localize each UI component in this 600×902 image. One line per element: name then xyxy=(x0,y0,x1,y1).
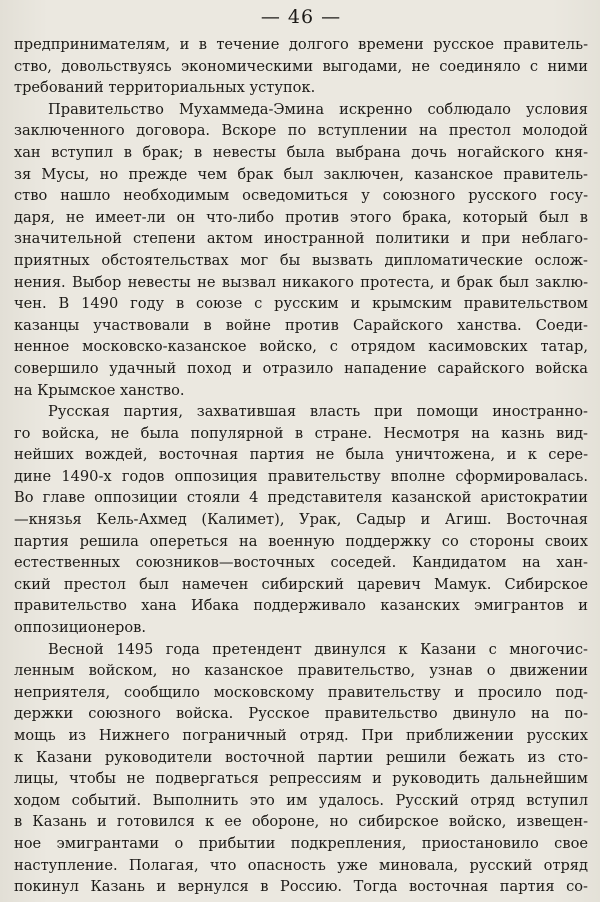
text-line: ненное московско-казанское войско, с отрядом касимовских татар, xyxy=(14,338,588,356)
text-line: дине 1490-х годов оппозиция правительству вполне сформировалась. xyxy=(14,467,588,485)
text-line: приятных обстоятельствах мог бы вызвать дипломатические ослож- xyxy=(14,251,588,269)
text-line: лицы, чтобы не подвергаться репрессиям и руководить дальнейшим xyxy=(14,770,588,788)
text-line: зя Мусы, но прежде чем брак был заключен, казанское правитель- xyxy=(14,165,588,183)
text-line: ходом событий. Выполнить это им удалось. Русский отряд вступил xyxy=(14,791,588,809)
text-line: требований территориальных уступок. xyxy=(14,79,316,97)
text-line: в Казань и готовился к ее обороне, но сибирское войско, извещен- xyxy=(14,813,588,831)
text-line: даря, не имеет-ли он что-либо против этого брака, который был в xyxy=(14,208,588,226)
text-line: ное эмигрантами о прибытии подкрепления, приостановило свое xyxy=(14,834,588,852)
text-line: партия решила опереться на военную поддержку со стороны своих xyxy=(14,532,588,550)
text-line: естественных союзников—восточных соседей. Кандидатом на хан- xyxy=(14,554,588,572)
text-line: заключенного договора. Вскоре по вступлении на престол молодой xyxy=(14,122,588,140)
text-line: неприятеля, сообщило московскому правительству и просило под- xyxy=(14,683,588,701)
text-line: чен. В 1490 году в союзе с русским и крымским правительством xyxy=(14,295,588,313)
text-line: значительной степени актом иностранной политики и при неблаго- xyxy=(14,230,588,248)
text-line: ский престол был намечен сибирский царевич Мамук. Сибирское xyxy=(14,575,588,593)
text-line: наступление. Полагая, что опасность уже миновала, русский отряд xyxy=(14,856,588,874)
text-line: покинул Казань и вернулся в Россию. Тогда восточная партия со- xyxy=(14,878,588,896)
text-line: нения. Выбор невесты не вызвал никакого протеста, и брак был заклю- xyxy=(14,273,588,291)
text-line: к Казани руководители восточной партии решили бежать из сто- xyxy=(14,748,588,766)
text-line: ленным войском, но казанское правительство, узнав о движении xyxy=(14,662,588,680)
page-number: — 46 — xyxy=(260,6,342,28)
text-line: совершило удачный поход и отразило нападение сарайского войска xyxy=(14,359,588,377)
text-line: казанцы участвовали в войне против Сарайского ханства. Соеди- xyxy=(14,316,588,334)
text-line: держки союзного войска. Русское правительство двинуло на по- xyxy=(14,705,588,723)
text-line: ство нашло необходимым осведомиться у союзного русского госу- xyxy=(14,187,588,205)
text-line: Русская партия, захватившая власть при помощи иностранно- xyxy=(48,403,588,421)
text-line: правительство хана Ибака поддерживало казанских эмигрантов и xyxy=(14,597,588,615)
text-line: ство, довольствуясь экономическими выгодами, не соединяло с ними xyxy=(14,57,588,75)
text-line: Весной 1495 года претендент двинулся к Казани с многочис- xyxy=(48,640,588,658)
text-line: го войска, не была популярной в стране. Несмотря на казнь вид- xyxy=(14,424,588,442)
text-body xyxy=(14,34,588,898)
text-line: —князья Кель-Ахмед (Калимет), Урак, Садыр и Агиш. Восточная xyxy=(14,511,588,529)
text-line: нейших вождей, восточная партия не была уничтожена, и к сере- xyxy=(14,446,588,464)
text-line: хан вступил в брак; в невесты была выбрана дочь ногайского кня- xyxy=(14,143,588,161)
text-line: предпринимателям, и в течение долгого времени русское правитель- xyxy=(14,36,588,53)
text-line: Правительство Мухаммеда-Эмина искренно соблюдало условия xyxy=(48,100,588,118)
text-line: оппозиционеров. xyxy=(14,619,146,637)
text-line: Во главе оппозиции стояли 4 представителя казанской аристократии xyxy=(14,489,588,507)
text-line: на Крымское ханство. xyxy=(14,381,185,399)
text-line: мощь из Нижнего пограничный отряд. При приближении русских xyxy=(14,727,588,744)
